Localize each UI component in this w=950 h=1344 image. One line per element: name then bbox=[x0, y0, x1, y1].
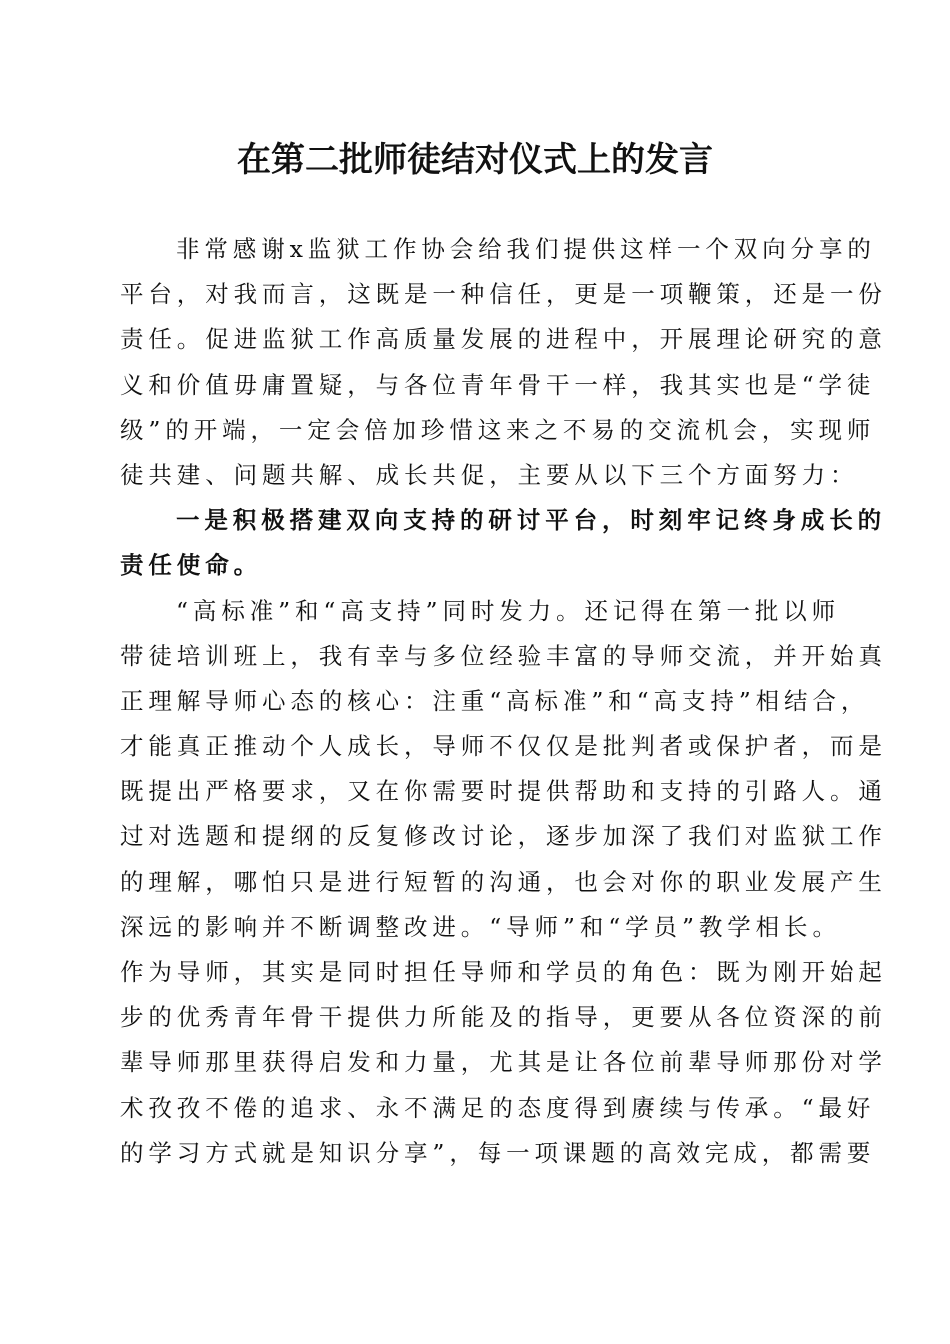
paragraph-line: 非常感谢x监狱工作协会给我们提供这样一个双向分享的 bbox=[176, 235, 876, 263]
paragraph-line: 责任。促进监狱工作高质量发展的进程中，开展理论研究的意 bbox=[120, 325, 887, 354]
paragraph-line: 级”的开端，一定会倍加珍惜这来之不易的交流机会，实现师 bbox=[120, 415, 876, 444]
paragraph-line: 徒共建、问题共解、成长共促，主要从以下三个方面努力： bbox=[120, 460, 859, 489]
paragraph-line: 过对选题和提纲的反复修改讨论，逐步加深了我们对监狱工作 bbox=[120, 822, 887, 851]
paragraph-line: 带徒培训班上，我有幸与多位经验丰富的导师交流，并开始真 bbox=[120, 641, 887, 670]
paragraph-line: 既提出严格要求，又在你需要时提供帮助和支持的引路人。通 bbox=[120, 777, 887, 806]
document-body bbox=[120, 227, 887, 1176]
section-heading-line: 责任使命。 bbox=[120, 551, 262, 580]
paragraph-line: 作为导师，其实是同时担任导师和学员的角色：既为刚开始起 bbox=[120, 958, 887, 986]
paragraph-line: 辈导师那里获得启发和力量，尤其是让各位前辈导师那份对学 bbox=[120, 1048, 887, 1077]
paragraph-line: 平台，对我而言，这既是一种信任，更是一项鞭策，还是一份 bbox=[120, 280, 887, 309]
paragraph-line: 正理解导师心态的核心：注重“高标准”和“高支持”相结合， bbox=[120, 686, 870, 715]
document-title: 在第二批师徒结对仪式上的发言 bbox=[237, 140, 713, 180]
paragraph-line: 深远的影响并不断调整改进。“导师”和“学员”教学相长。 bbox=[120, 912, 841, 941]
paragraph-line: 的理解，哪怕只是进行短暂的沟通，也会对你的职业发展产生 bbox=[120, 867, 887, 896]
section-heading-line: 一是积极搭建双向支持的研讨平台，时刻牢记终身成长的 bbox=[176, 506, 886, 535]
paragraph-line: 的学习方式就是知识分享”，每一项课题的高效完成，都需要 bbox=[120, 1138, 876, 1167]
paragraph-line: 步的优秀青年骨干提供力所能及的指导，更要从各位资深的前 bbox=[120, 1003, 887, 1032]
paragraph-line: 义和价值毋庸置疑，与各位青年骨干一样，我其实也是“学徒 bbox=[120, 370, 876, 399]
paragraph-line: “高标准”和“高支持”同时发力。还记得在第一批以师 bbox=[176, 596, 841, 625]
paragraph-line: 术孜孜不倦的追求、永不满足的态度得到赓续与传承。“最好 bbox=[120, 1093, 876, 1122]
paragraph-line: 才能真正推动个人成长，导师不仅仅是批判者或保护者，而是 bbox=[120, 732, 887, 761]
